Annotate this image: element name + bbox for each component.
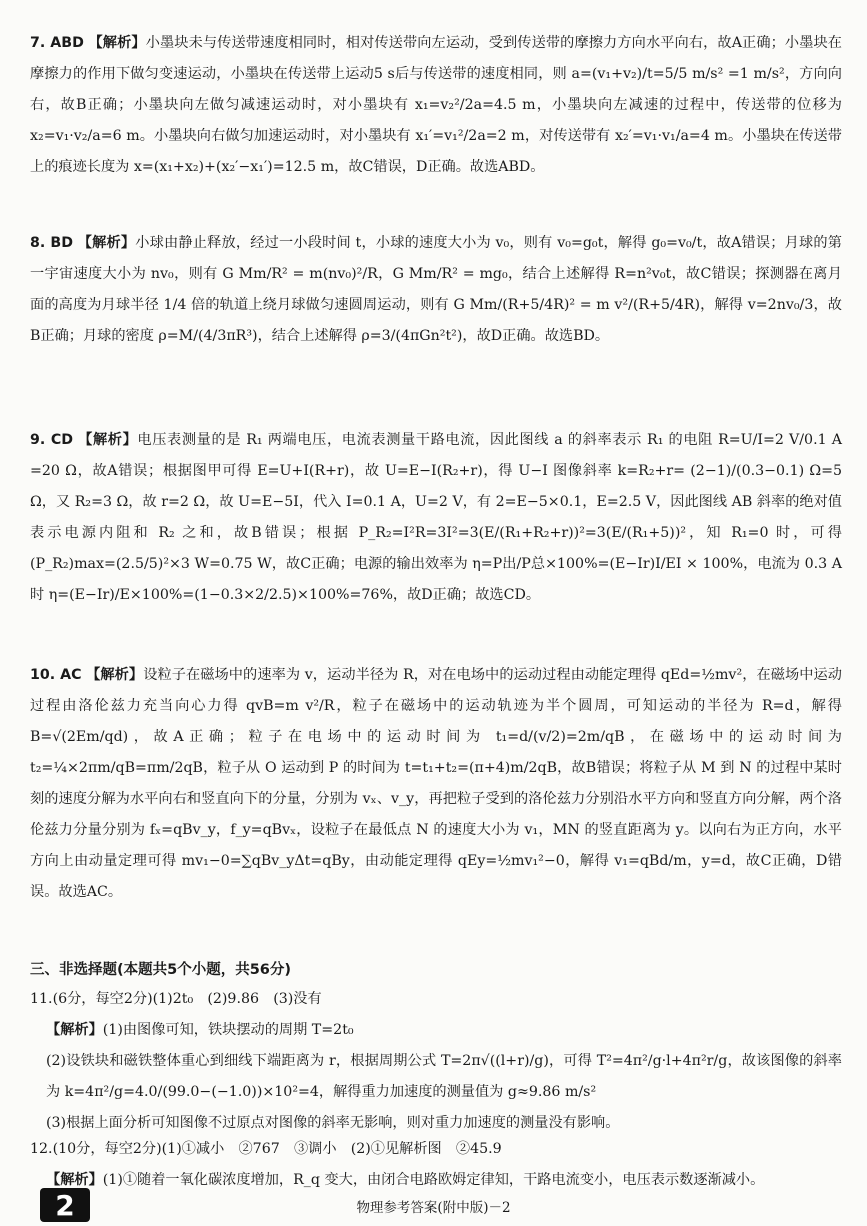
q12-head: 12.(10分，每空2分)(1)①减小 ②767 ③调小 (2)①见解析图 ②45.9 [30,1141,502,1157]
q10-explanation: 设粒子在磁场中的速率为 v，运动半径为 R，对在电场中的运动过程由动能定理得 qEd=½mv²，在磁场中运动过程由洛伦兹力充当向心力得 qvB=m v²/R，粒子在磁场中的运动轨迹为半个圆周，可知运动的半径为 R=d，解得 B=√(2Em/qd)，故A正确；粒子在电场中的运动时间为 t₁=d/(v/2)=2m/qB，在磁场中的运动时间为 t₂=¼×2πm/qB=πm/2qB，粒子从 O 运动到 P 的时间为 t=t₁+t₂=(π+4)m/2qB，故B错误；将粒子从 M 到 N 的过程中某时刻的速度分解为水平向右和竖直向下的分量，分别为 vₓ、v_y，再把粒子受到的洛伦兹力分别沿水平方向和竖直方向分解，两个洛伦兹力分量分别为 fₓ=qBv_y，f_y=qBvₓ，设粒子在最低点 N 的速度大小为 v₁，MN 的竖直距离为 y。以向右为正方向，水平方向上由动量定理可得 mv₁−0=∑qBv_yΔt=qBy，由动能定理得 qEy=½mv₁²−0，解得 v₁=qBd/m，y=d，故C正确，D错误。故选AC。 [30,667,842,900]
q11-part2: (2)设铁块和磁铁整体重心到细线下端距离为 r，根据周期公式 T=2π√((l+r)/g)，可得 T²=4π²/g·l+4π²r/g，故该图像的斜率为 k=4π²/g=4.0/(99.0−(−1.0))×10²=4，解得重力加速度的测量值为 g≈9.86 m/s² [46,1053,842,1100]
q7-answer: 7. ABD [30,35,84,51]
question-8 [30,228,842,352]
question-7 [30,28,842,183]
q11-tag: 【解析】 [46,1022,103,1038]
q11-part3: (3)根据上面分析可知图像不过原点对图像的斜率无影响，则对重力加速度的测量没有影响。 [46,1115,620,1131]
q8-answer: 8. BD [30,235,73,251]
q8-tag: 【解析】 [77,235,136,251]
section-title: 三、非选择题(本题共5个小题，共56分) [30,962,292,978]
q10-answer: 10. AC [30,667,82,683]
q10-tag: 【解析】 [86,667,144,683]
question-10 [30,660,842,908]
section-3-heading [30,955,842,986]
q9-answer: 9. CD [30,432,74,448]
q12-part1: (1)①随着一氧化碳浓度增加，R_q 变大，由闭合电路欧姆定律知，干路电流变小，电压表示数逐渐减小。 [102,1172,765,1188]
page-footer-title: 物理参考答案(附中版)－2 [356,1200,511,1216]
q8-explanation: 小球由静止释放，经过一小段时间 t，小球的速度大小为 v₀，则有 v₀=g₀t，解得 g₀=v₀/t，故A错误；月球的第一宇宙速度大小为 nv₀，则有 G Mm/R² = m(nv₀)²/R，G Mm/R² = mg₀，结合上述解得 R=n²v₀t，故C错误；探测器在离月面的高度为月球半径 1/4 倍的轨道上绕月球做匀速圆周运动，则有 G Mm/(R+5/4R)² = m v²/(R+5/4R)，解得 v=2nv₀/3，故B正确；月球的密度 ρ=M/(4/3πR³)，结合上述解得 ρ=3/(4πGn²t²)，故D正确。故选BD。 [30,235,842,344]
page-number-badge: 2 [40,1188,90,1222]
q11-part1: (1)由图像可知，铁块摆动的周期 T=2t₀ [102,1022,354,1038]
q9-explanation: 电压表测量的是 R₁ 两端电压，电流表测量干路电流，因此图线 a 的斜率表示 R₁ 的电阻 R=U/I=2 V/0.1 A =20 Ω，故A错误；根据图甲可得 E=U+I(R+r)，故 U=E−I(R₂+r)，得 U−I 图像斜率 k=R₂+r= (2−1)/(0.3−0.1) Ω=5 Ω，又 R₂=3 Ω，故 r=2 Ω，故 U=E−5I，代入 I=0.1 A，U=2 V，有 2=E−5×0.1，E=2.5 V，因此图线 AB 斜率的绝对值表示电源内阻和 R₂ 之和，故B错误；根据 P_R₂=I²R=3I²=3(E/(R₁+R₂+r))²=3(E/(R₁+5))²，知 R₁=0 时，可得 (P_R₂)max=(2.5/5)²×3 W=0.75 W，故C正确；电源的输出效率为 η=P出/P总×100%=(E−Ir)I/EI × 100%，电流为 0.3 A 时 η=(E−Ir)/E×100%=(1−0.3×2/2.5)×100%=76%，故D正确；故选CD。 [30,432,842,603]
question-9 [30,425,842,611]
question-12 [30,1134,842,1196]
q11-head: 11.(6分，每空2分)(1)2t₀ (2)9.86 (3)没有 [30,991,322,1007]
q12-tag: 【解析】 [46,1172,103,1188]
q7-explanation: 小墨块未与传送带速度相同时，相对传送带向左运动，受到传送带的摩擦力方向水平向右，故A正确；小墨块在摩擦力的作用下做匀变速运动，小墨块在传送带上运动5 s后与传送带的速度相同，则 a=(v₁+v₂)/t=5/5 m/s² =1 m/s²，方向向右，故B正确；小墨块向左做匀减速运动时，对小墨块有 x₁=v₂²/2a=4.5 m，小墨块向左减速的过程中，传送带的位移为 x₂=v₁·v₂/a=6 m。小墨块向右做匀加速运动时，对小墨块有 x₁′=v₁²/2a=2 m，对传送带有 x₂′=v₁·v₁/a=4 m。小墨块在传送带上的痕迹长度为 x=(x₁+x₂)+(x₂′−x₁′)=12.5 m，故C错误，D正确。故选ABD。 [30,35,842,175]
q9-tag: 【解析】 [78,432,138,448]
q7-tag: 【解析】 [88,35,146,51]
question-11 [30,984,842,1139]
